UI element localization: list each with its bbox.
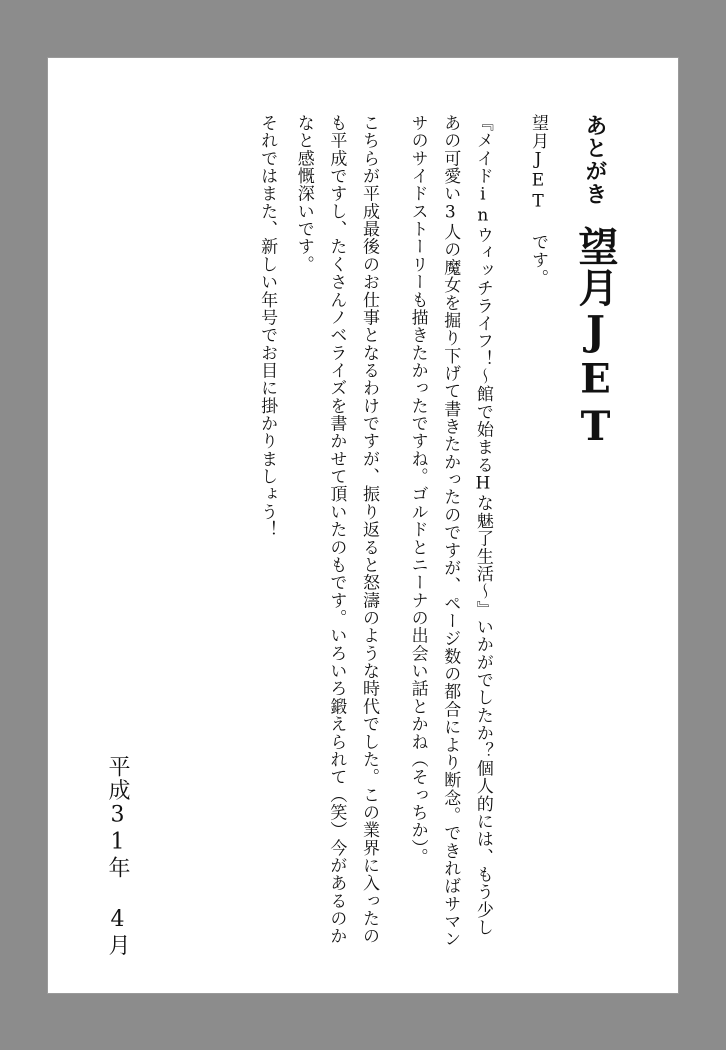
date-year: 平成31年 [105, 755, 130, 880]
author-byline: 望月JET です。 [528, 114, 548, 287]
paragraph-1: 『メイドinウィッチライフ！～館で始まるHな魅了生活～』いかがでしたか？個人的には、もう少しあの可愛い3人の魔女を掘り下げて書きたかったのですが、ページ数の都合により断念。できればサマンサのサイドストーリーも描きたかったですね。ゴルドとニーナの出会い話とかね（そっちか）。 [407, 114, 493, 948]
author-name-heading: 望月JET [572, 225, 619, 451]
afterword-heading [554, 114, 634, 953]
afterword-label: あとがき [582, 114, 608, 206]
publication-date [76, 755, 133, 965]
date-month: 4月 [105, 906, 130, 958]
paragraph-2: こちらが平成最後のお仕事となるわけですが、振り返ると怒濤のような時代でした。この業界に入ったのも平成ですし、たくさんノベライズを書かせて頂いたのもです。いろいろ鍛えられて（笑）今があるのかなと感慨深いです。 [293, 114, 379, 945]
document-page [48, 58, 678, 993]
vertical-text-column [48, 58, 678, 993]
paragraph-3: それではまた、新しい年号でお目に掛かりましょう！ [257, 114, 278, 539]
